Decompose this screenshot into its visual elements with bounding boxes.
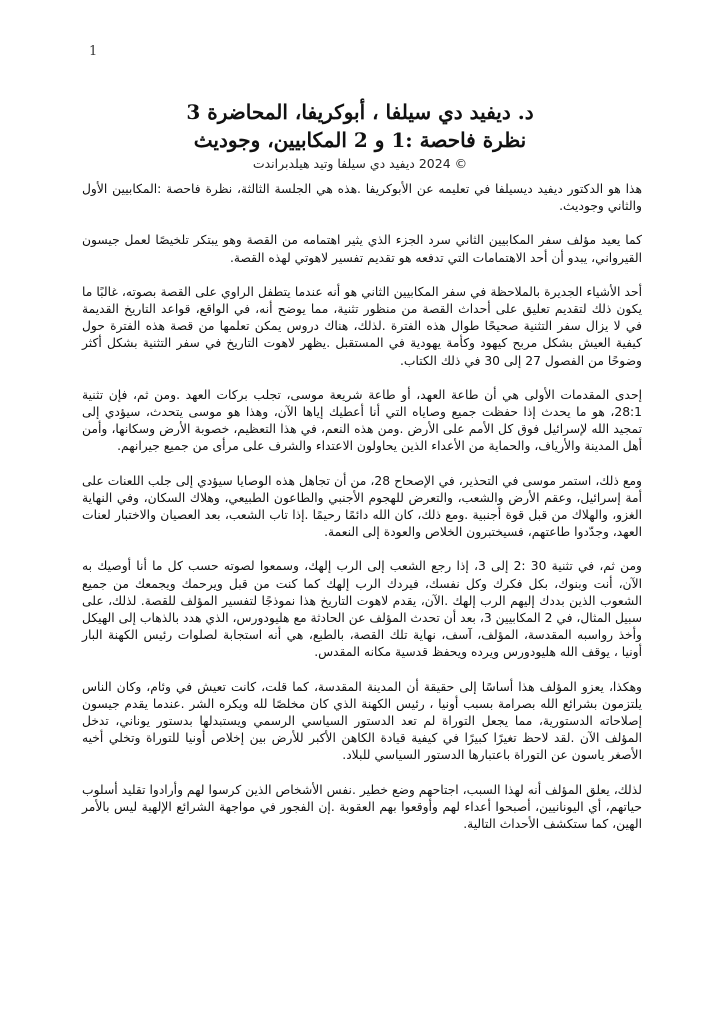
- copyright-line: © 2024 ديفيد دي سيلفا وتيد هيلدبراندت: [252, 156, 468, 171]
- title-line-2: نظرة فاحصة :1 و 2 المكابيين، وجوديث: [193, 128, 527, 152]
- paragraph-3: أحد الأشياء الجديرة بالملاحظة في سفر المكابيين الثاني هو أنه عندما يتطفل الراوي على القصة بصوته، غالبًا ما يكون ذلك لتقديم تعليق على أحداث القصة من منظور تثنية، مما يوضح أنه، في الواقع، قواعد التاريخ القديمة في لا يزال سفر التثنية صحيحًا طوال هذه الفترة .لذلك، هناك دروس يمكن تعلمها من قصة هذه الفترة حول كيفية العيش بشكل مربح كيهود وكأمة يهودية في المستقبل .يظهر لاهوت التاريخ في سفر التثنية بشكل أكثر وضوحًا من الفصول 27 إلى 30 في ذلك الكتاب.: [82, 284, 642, 368]
- paragraph-5: ومع ذلك، استمر موسى في التحذير، في الإصحاح 28، من أن تجاهل هذه الوصايا سيؤدي إلى جلب اللعنات على أمة إسرائيل، وعقم الأرض والشعب، والتعرض للهجوم الأجنبي والطاعون الطبيعي، وهلاك السكان، وفي النهاية الغزو، والهلاك من قبل قوة أجنبية .ومع ذلك، كان الله دائمًا رحيمًا .إذا تاب الشعب، بعد العصيان والاختبار لعنات العهد، وجدّدوا طاعتهم، فسيختبرون الخلاص والعودة إلى النعمة.: [82, 473, 642, 540]
- paragraph-2: كما يعيد مؤلف سفر المكابيين الثاني سرد الجزء الذي يثير اهتمامه من القصة وهو يبتكر تلخيصًا لعمل جيسون القيرواني، يبدو أن أحد الاهتمامات التي تدفعه هو تقديم تفسير لاهوتي لهذه القصة.: [82, 233, 642, 265]
- document-header: [80, 98, 640, 172]
- paragraph-8: لذلك، يعلق المؤلف أنه لهذا السبب، اجتاحهم وضع خطير .نفس الأشخاص الذين كرسوا لهم وأرادوا تقليد أسلوب حياتهم، أي اليونانيين، أصبحوا أعداء لهم وأوقعوا بهم العقوبة .إن الفجور في مواجهة الشرائع الإلهية ليس بالأمر الهين، كما ستكشف الأحداث التالية.: [82, 782, 642, 832]
- document-body: [82, 181, 642, 850]
- paragraph-7: وهكذا، يعزو المؤلف هذا أساسًا إلى حقيقة أن المدينة المقدسة، كما قلت، كانت تعيش في وئام، وكان الناس يلتزمون بشرائع الله بصرامة بسبب أونيا ، رئيس الكهنة الذي كان مخلصًا لله ويكره الشر .عندما يقدم جيسون إصلاحاته الدستورية، مما يجعل التوراة لم تعد الدستور السياسي الرسمي ويستبدلها بدستور يوناني، تدخل المؤلف الآن .لقد لاحظ تغيرًا كبيرًا في كيفية قيادة الكاهن الأكبر للأرض بين إخلاص أونيا للتوراة وتخلي أخيه الأصغر ياسون عن التوراة باعتبارها الدستور السياسي للبلاد.: [82, 679, 642, 763]
- paragraph-6: ومن ثم، في تثنية 30 :2 إلى 3، إذا رجع الشعب إلى الرب إلهك، وسمعوا لصوته حسب كل ما أنا أوصيك به الآن، أنت وبنوك، بكل فكرك وكل نفسك، فيردك الرب إلهك كما كنت من قبل ويرحمك ويجمعك من جميع الشعوب الذين بددك إليهم الرب إلهك .الآن، يقدم لاهوت التاريخ هذا نموذجًا لتفسير المؤلف للقصة. لذلك، على سبيل المثال، في 2 المكابيين 3، بعد أن تحدث المؤلف عن الحادثة مع هليودورس، الذي هدد بالذهاب إلى الهيكل وأخذ رواسبه المقدسة، المؤلف، آسف، نهاية تلك القصة، بالطبع، هي أنه استجابة لصلوات رئيس الكهنة البار أونيا ، يوقف الله هليودورس ويرده ويحفظ قدسية مكانه المقدس.: [82, 559, 643, 660]
- paragraph-4: إحدى المقدمات الأولى هي أن طاعة العهد، أو طاعة شريعة موسى، تجلب بركات العهد .ومن ثم، فإن تثنية 28:1، هو ما يحدث إذا حفظت جميع وصاياه التي أنا أعطيك إياها الآن، وهذا هو موسى يتحدث، سيؤدي إلى تمجيد الله لإسرائيل فوق كل الأمم على الأرض .ومن هذه النعم، في هذا التعظيم، خصوبة الأرض وسكانها، وأمن أهل المدينة والأرياف، والحماية من الأعداء الذين يحاولون الاعتداء والشرف على مرأى من جميع جيرانهم.: [82, 387, 642, 454]
- paragraph-1: هذا هو الدكتور ديفيد ديسيلفا في تعليمه عن الأبوكريفا .هذه هي الجلسة الثالثة، نظرة فاحصة :المكابيين الأول والثاني وجوديث.: [82, 182, 642, 214]
- title-line-1: د. ديفيد دي سيلفا ، أبوكريفا، المحاضرة 3: [186, 100, 534, 124]
- page-number: 1: [89, 44, 98, 59]
